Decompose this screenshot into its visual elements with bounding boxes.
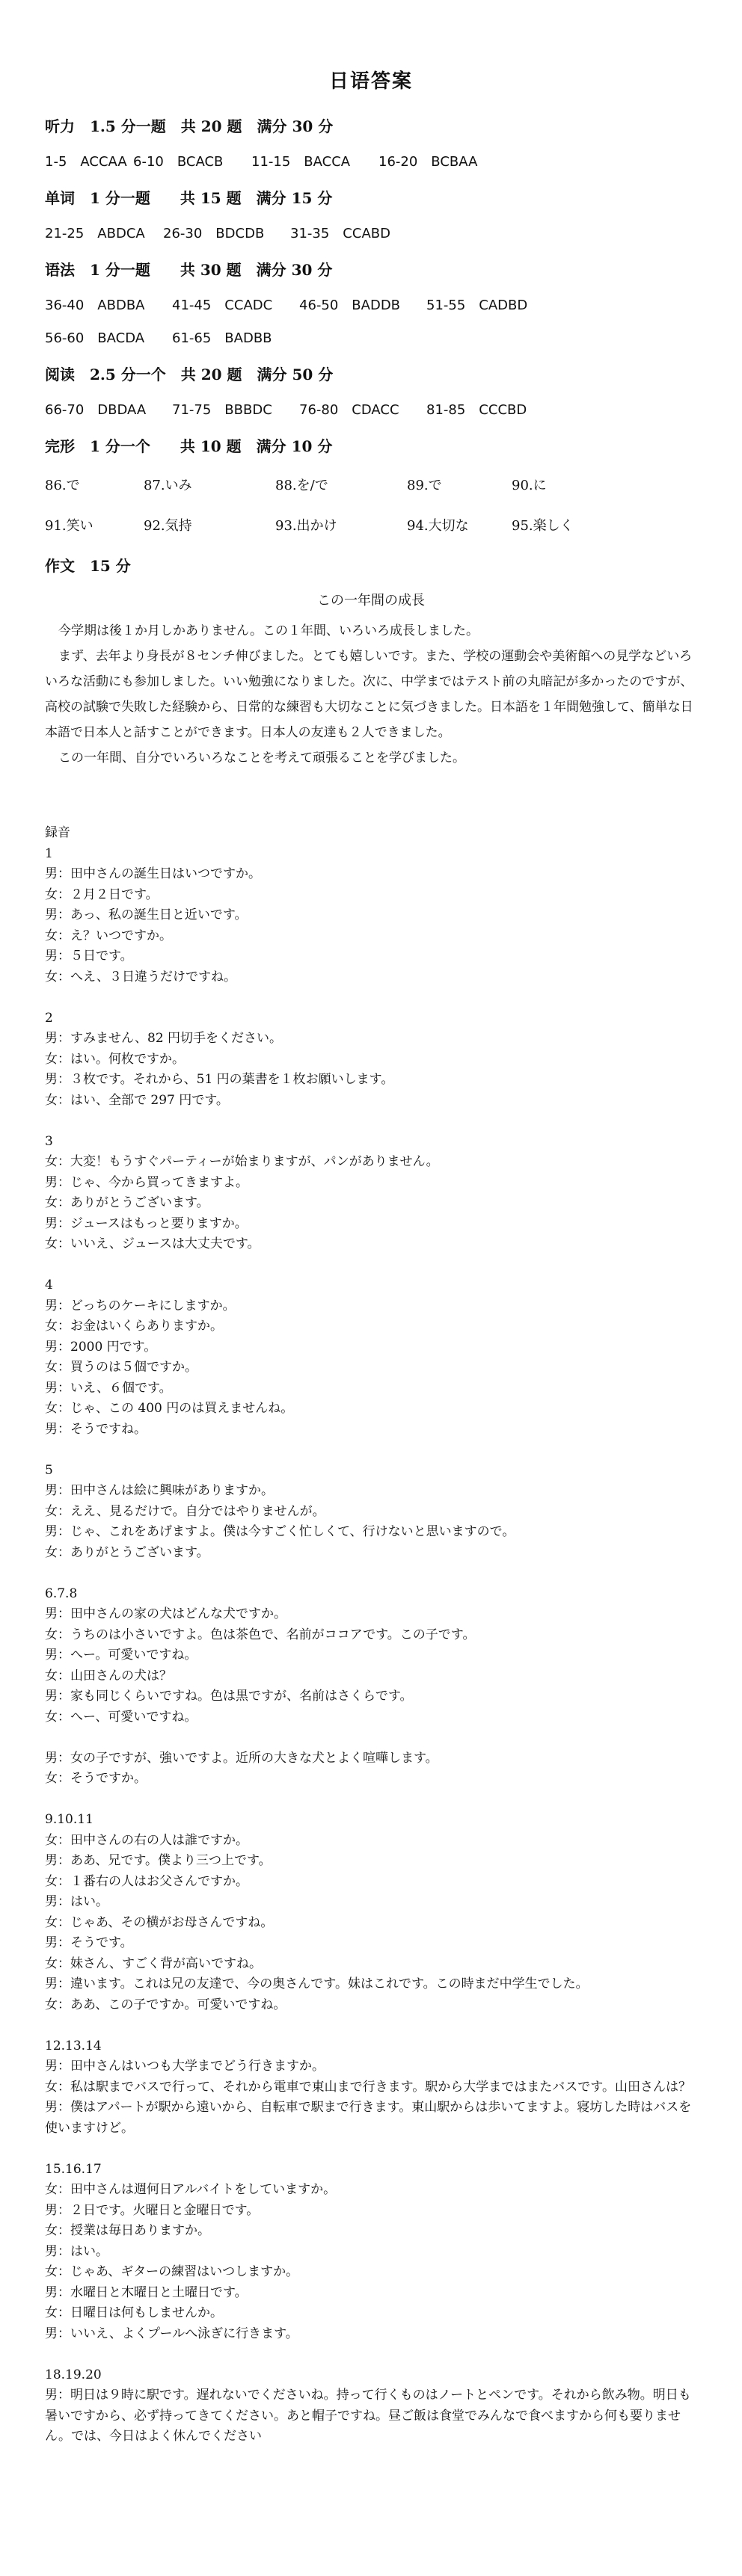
answer-item: 87.いみ (144, 478, 192, 493)
question-number: 18.19.20 (45, 2367, 102, 2382)
essay-paragraph: まず、去年より身長が８センチ伸びました。とても嬉しいです。また、学校の運動会や美術館への見学などいろいろな活動にも参加しました。いい勉強になりました。次に、中学まではテスト前の丸暗記が多かったのですが、高校の試験で失敗した経験から、日常的な練習も大切なことに気づきました。日本語を１年間勉強して、簡単な日本語で日本人と話すことができます。日本人の友達も２人できました。 (45, 649, 693, 740)
listening-transcript (45, 823, 697, 2447)
transcript-block (45, 1810, 697, 2015)
dialogue-line: 女：じゃあ、ギターの練習はいつしますか。 (45, 2264, 299, 2279)
dialogue-line: 女：ええ、見るだけで。自分ではやりませんが。 (45, 1503, 325, 1519)
answer-group: 61-65 BADBB (172, 330, 272, 346)
answer-item: 90.に (512, 478, 547, 493)
dialogue-line: 女：日曜日は何もしませんか。 (45, 2305, 223, 2320)
answer-group: 31-35 CCABD (290, 226, 390, 241)
dialogue-line: 男：どっちのケーキにしますか。 (45, 1298, 236, 1313)
answer-group: 56-60 BACDA (45, 330, 145, 346)
answer-item: 89.で (407, 478, 442, 493)
dialogue-line: 男：あっ、私の誕生日と近いです。 (45, 908, 248, 922)
dialogue-line: 女：はい、全部で 297 円です。 (45, 1092, 229, 1108)
question-number: 2 (45, 1010, 53, 1026)
dialogue-line: 男：いえ、６個です。 (45, 1380, 172, 1396)
dialogue-line: 男：明日は９時に駅です。遅れないでくださいね。持って行くものはノートとペンです。それから飲み物。明日も暑いですから、必ず持ってきてください。あと帽子ですね。昼ご飯は食堂でみんなで食べますから何も要りません。では、今日はよく休んでください (45, 2388, 691, 2444)
dialogue-line: 女：へえ、３日違うだけですね。 (45, 969, 237, 985)
dialogue-line: 男：そうですね。 (45, 1421, 147, 1437)
answer-item: 91.笑い (45, 518, 93, 534)
dialogue-line: 男：そうです。 (45, 1935, 133, 1950)
transcript-blocks (45, 844, 697, 2447)
transcript-block (45, 1461, 697, 1564)
answer-item: 92.気持 (144, 518, 192, 534)
dialogue-line: 女：田中さんの右の人は誰ですか。 (45, 1832, 248, 1848)
transcript-block (45, 1008, 697, 1112)
dialogue-line: 男：田中さんの誕生日はいつですか。 (45, 866, 261, 881)
dialogue-line: 女：ああ、この子ですか。可愛いですね。 (45, 1997, 286, 2012)
reading-answers (45, 392, 697, 425)
answer-group: 21-25 ABDCA (45, 226, 145, 241)
dialogue-line: 男：いいえ、よくプールへ泳ぎに行きます。 (45, 2326, 298, 2341)
transcript-block (45, 2365, 697, 2447)
transcript-block (45, 2160, 697, 2345)
dialogue-line: 男：３枚です。それから、51 円の葉書を１枚お願いします。 (45, 1072, 394, 1087)
answer-group: 76-80 CDACC (299, 402, 399, 418)
transcript-block (45, 1584, 697, 1790)
question-number: 15.16.17 (45, 2161, 102, 2177)
cloze-answers-row2 (45, 505, 697, 545)
dialogue-line: 女：ありがとうございます。 (45, 1195, 209, 1210)
dialogue-line: 男：2000 円です。 (45, 1339, 157, 1355)
dialogue-line: 男：はい。 (45, 1894, 108, 1909)
dialogue-line: 女：お金はいくらありますか。 (45, 1319, 223, 1334)
dialogue-line: 女：じゃ、この 400 円のは買えませんね。 (45, 1401, 294, 1416)
dialogue-line: 女：２月２日です。 (45, 887, 159, 902)
model-essay (45, 588, 697, 771)
essay-title: この一年間の成長 (317, 593, 425, 608)
dialogue-line: 男：違います。これは兄の友達で、今の奥さんです。妹はこれです。この時まだ中学生でした。 (45, 1976, 589, 1991)
answer-group: 36-40 ABDBA (45, 298, 145, 313)
cloze-header: 完形 1 分一个 共 10 题 满分 10 分 (45, 437, 333, 455)
question-number: 12.13.14 (45, 2038, 102, 2053)
answer-group: 46-50 BADDB (299, 298, 401, 313)
dialogue-line: 女：はい。何枚ですか。 (45, 1051, 185, 1067)
dialogue-line: 男：田中さんの家の犬はどんな犬ですか。 (45, 1606, 286, 1621)
composition-header: 作文 15 分 (45, 556, 131, 575)
question-number: 9.10.11 (45, 1812, 93, 1827)
grammar-answers-row1 (45, 288, 697, 321)
dialogue-line: 男：５日です。 (45, 949, 133, 964)
answer-group: 26-30 BDCDB (163, 226, 265, 241)
dialogue-line: 女：１番右の人はお父さんですか。 (45, 1873, 248, 1889)
transcript-block (45, 1132, 697, 1255)
vocab-answers (45, 216, 697, 249)
dialogue-line: 男：はい。 (45, 2243, 108, 2259)
dialogue-line: 男：へー。可愛いですね。 (45, 1648, 197, 1663)
transcript-block (45, 844, 697, 988)
dialogue-line: 男：２日です。火曜日と金曜日です。 (45, 2202, 260, 2218)
essay-paragraph: 今学期は後１か月しかありません。この１年間、いろいろ成長しました。 (58, 623, 479, 638)
dialogue-line: 男：水曜日と木曜日と土曜日です。 (45, 2284, 248, 2300)
dialogue-line: 男：女の子ですが、強いですよ。近所の大きな犬とよく喧嘩します。 (45, 1750, 438, 1766)
cloze-answers-row1 (45, 464, 697, 505)
dialogue-line: 男：ジュースはもっと要りますか。 (45, 1215, 248, 1231)
essay-paragraph: この一年間、自分でいろいろなことを考えて頑張ることを学びました。 (58, 751, 465, 765)
dialogue-line: 男：家も同じくらいですね。色は黒ですが、名前はさくらです。 (45, 1689, 413, 1704)
dialogue-line: 女：授業は毎日ありますか。 (45, 2223, 210, 2238)
dialogue-line: 女：じゃあ、その横がお母さんですね。 (45, 1914, 274, 1930)
dialogue-line: 男：じゃ、これをあげますよ。僕は今すごく忙しくて、行けないと思いますので。 (45, 1524, 515, 1539)
dialogue-line: 女：いいえ、ジュースは大丈夫です。 (45, 1236, 260, 1251)
dialogue-line: 男：田中さんはいつも大学までどう行きますか。 (45, 2059, 325, 2074)
dialogue-line: 女：山田さんの犬は？ (45, 1668, 172, 1683)
listening-header: 听力 1.5 分一题 共 20 题 满分 30 分 (45, 117, 334, 135)
transcript-block (45, 2036, 697, 2139)
transcript-header: 録音 (45, 825, 70, 840)
dialogue-line: 女：妹さん、すごく背が高いですね。 (45, 1956, 263, 1971)
answer-group: 81-85 CCCBD (426, 402, 527, 418)
dialogue-line: 女：え？いつですか。 (45, 928, 172, 943)
dialogue-line: 女：そうですか。 (45, 1771, 147, 1786)
dialogue-line: 女：田中さんは週何日アルバイトをしていますか。 (45, 2182, 337, 2197)
dialogue-line: 女：うちのは小さいですよ。色は茶色で、名前がココアです。この子です。 (45, 1627, 476, 1642)
dialogue-line: 男：じゃ、今から買ってきますよ。 (45, 1174, 248, 1190)
answer-item: 95.楽しく (512, 518, 574, 534)
page-title: 日语答案 (328, 70, 413, 93)
transcript-block (45, 1275, 697, 1440)
answer-group: 16-20 BCBAA (378, 154, 478, 170)
answer-group: 11-15 BACCA (251, 154, 351, 170)
answer-item: 86.で (45, 478, 80, 493)
question-number: 6.7.8 (45, 1586, 78, 1601)
answer-item: 88.を/で (275, 478, 328, 493)
dialogue-line (45, 1728, 697, 1748)
reading-header: 阅读 2.5 分一个 共 20 题 满分 50 分 (45, 365, 334, 383)
answer-group: 41-45 CCADC (172, 298, 273, 313)
grammar-header: 语法 1 分一题 共 30 题 满分 30 分 (45, 260, 333, 279)
question-number: 4 (45, 1278, 53, 1292)
dialogue-line: 男：僕はアパートが駅から遠いから、自転車で駅まで行きます。東山駅からは歩いてますよ。寝坊した時はバスを使いますけど。 (45, 2100, 692, 2136)
answer-group: 71-75 BBBDC (172, 402, 272, 418)
dialogue-line: 女：大変！もうすぐパーティーが始まりますが、パンがありません。 (45, 1154, 439, 1169)
answer-group: 66-70 DBDAA (45, 402, 147, 418)
dialogue-line: 男：ああ、兄です。僕より三つ上です。 (45, 1853, 272, 1868)
dialogue-line: 女：ありがとうございます。 (45, 1544, 209, 1560)
dialogue-line: 女：へー、可愛いですね。 (45, 1709, 197, 1725)
answer-item: 94.大切な (407, 518, 469, 534)
dialogue-line: 男：すみません、82 円切手をください。 (45, 1031, 283, 1046)
answer-group: 1-5 ACCAA (45, 154, 127, 170)
dialogue-line: 男：田中さんは絵に興味がありますか。 (45, 1483, 274, 1498)
answer-group: 51-55 CADBD (426, 298, 528, 313)
dialogue-line: 女：買うのは５個ですか。 (45, 1360, 197, 1375)
dialogue-line: 女：私は駅までバスで行って、それから電車で東山まで行きます。駅から大学まではまたバスです。山田さんは？ (45, 2079, 691, 2095)
grammar-answers-row2 (45, 321, 697, 354)
vocab-header: 单词 1 分一题 共 15 题 满分 15 分 (45, 188, 333, 207)
question-number: 5 (45, 1462, 53, 1478)
answer-item: 93.出かけ (275, 518, 337, 534)
listening-answers (45, 144, 697, 177)
question-number: 3 (45, 1133, 53, 1149)
answer-group: 6-10 BCACB (133, 154, 224, 170)
question-number: 1 (45, 845, 53, 861)
